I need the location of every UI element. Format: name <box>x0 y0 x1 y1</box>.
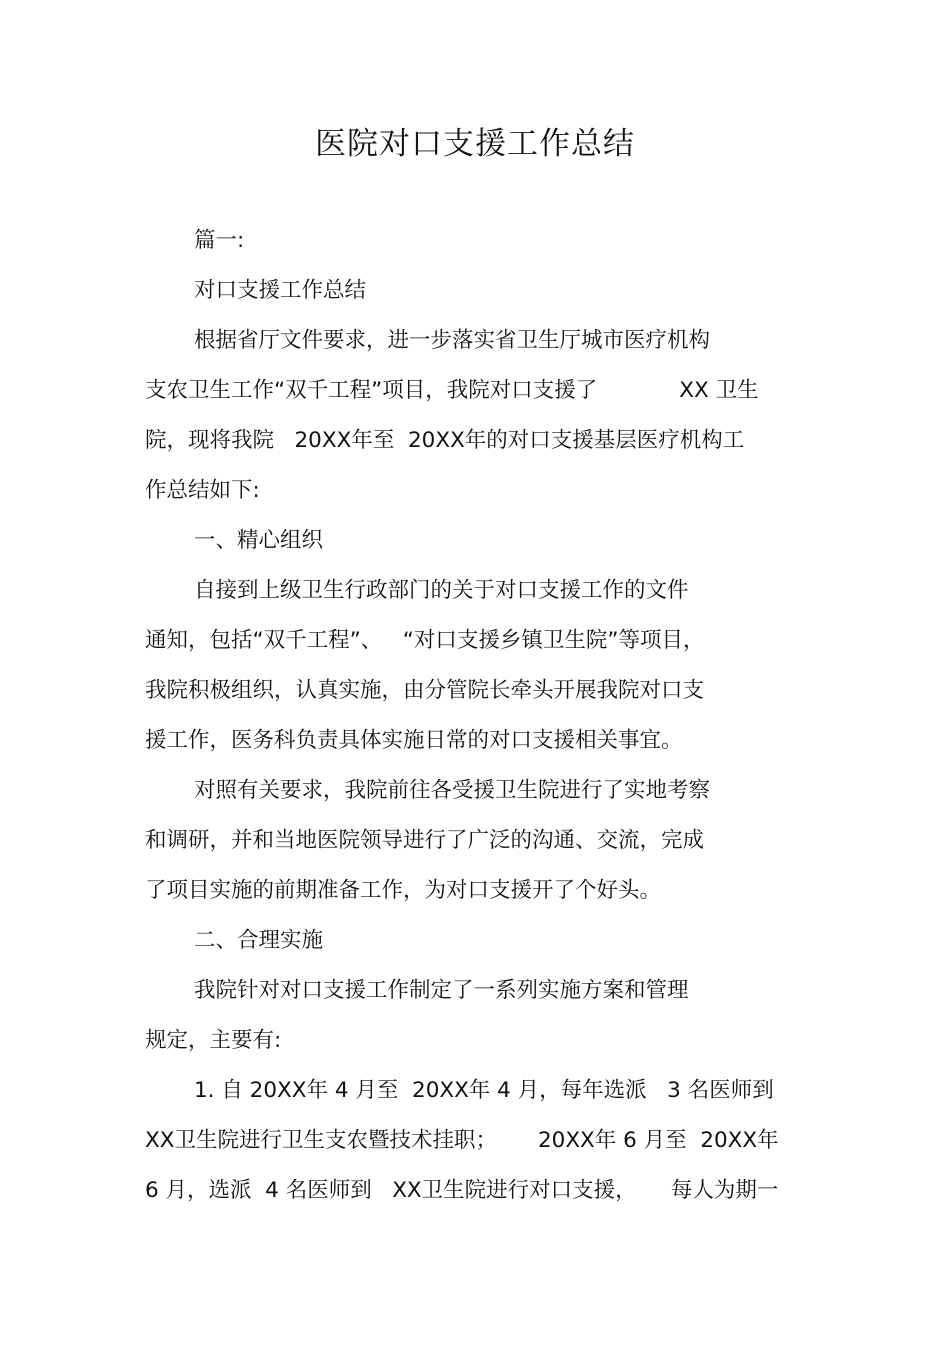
paragraph-line: 根据省厅文件要求，进一步落实省卫生厅城市医疗机构 <box>194 328 711 353</box>
paragraph-line: 支农卫生工作“双千工程”项目，我院对口支援了 XX 卫生 <box>145 378 759 403</box>
paragraph-line: 院，现将我院 20XX年至 20XX年的对口支援基层医疗机构工 <box>145 428 745 453</box>
paragraph-line: 自接到上级卫生行政部门的关于对口支援工作的文件 <box>194 578 689 603</box>
section-heading: 一、精心组织 <box>194 528 324 553</box>
paragraph-line: XX卫生院进行卫生支农暨技术挂职； 20XX年 6 月至 20XX年 <box>145 1128 779 1153</box>
paragraph-line: 我院针对对口支援工作制定了一系列实施方案和管理 <box>194 978 689 1003</box>
paragraph-line: 1. 自 20XX年 4 月至 20XX年 4 月，每年选派 3 名医师到 <box>194 1078 774 1103</box>
paragraph-line: 作总结如下: <box>145 478 260 503</box>
section-label: 篇一: <box>194 228 245 253</box>
paragraph-line: 了项目实施的前期准备工作，为对口支援开了个好头。 <box>145 878 662 903</box>
section-heading: 二、合理实施 <box>194 928 324 953</box>
paragraph-line: 我院积极组织，认真实施，由分管院长牵头开展我院对口支 <box>145 678 705 703</box>
paragraph-line: 6 月，选派 4 名医师到 XX卫生院进行对口支援， 每人为期一 <box>145 1178 779 1203</box>
document-title: 医院对口支援工作总结 <box>315 126 635 162</box>
subtitle: 对口支援工作总结 <box>194 278 367 303</box>
paragraph-line: 和调研，并和当地医院领导进行了广泛的沟通、交流，完成 <box>145 828 705 853</box>
paragraph-line: 规定，主要有: <box>145 1028 282 1053</box>
paragraph-line: 通知，包括“双千工程”、 “对口支援乡镇卫生院”等项目， <box>145 628 705 653</box>
paragraph-line: 援工作，医务科负责具体实施日常的对口支援相关事宜。 <box>145 728 683 753</box>
paragraph-line: 对照有关要求，我院前往各受援卫生院进行了实地考察 <box>194 778 711 803</box>
